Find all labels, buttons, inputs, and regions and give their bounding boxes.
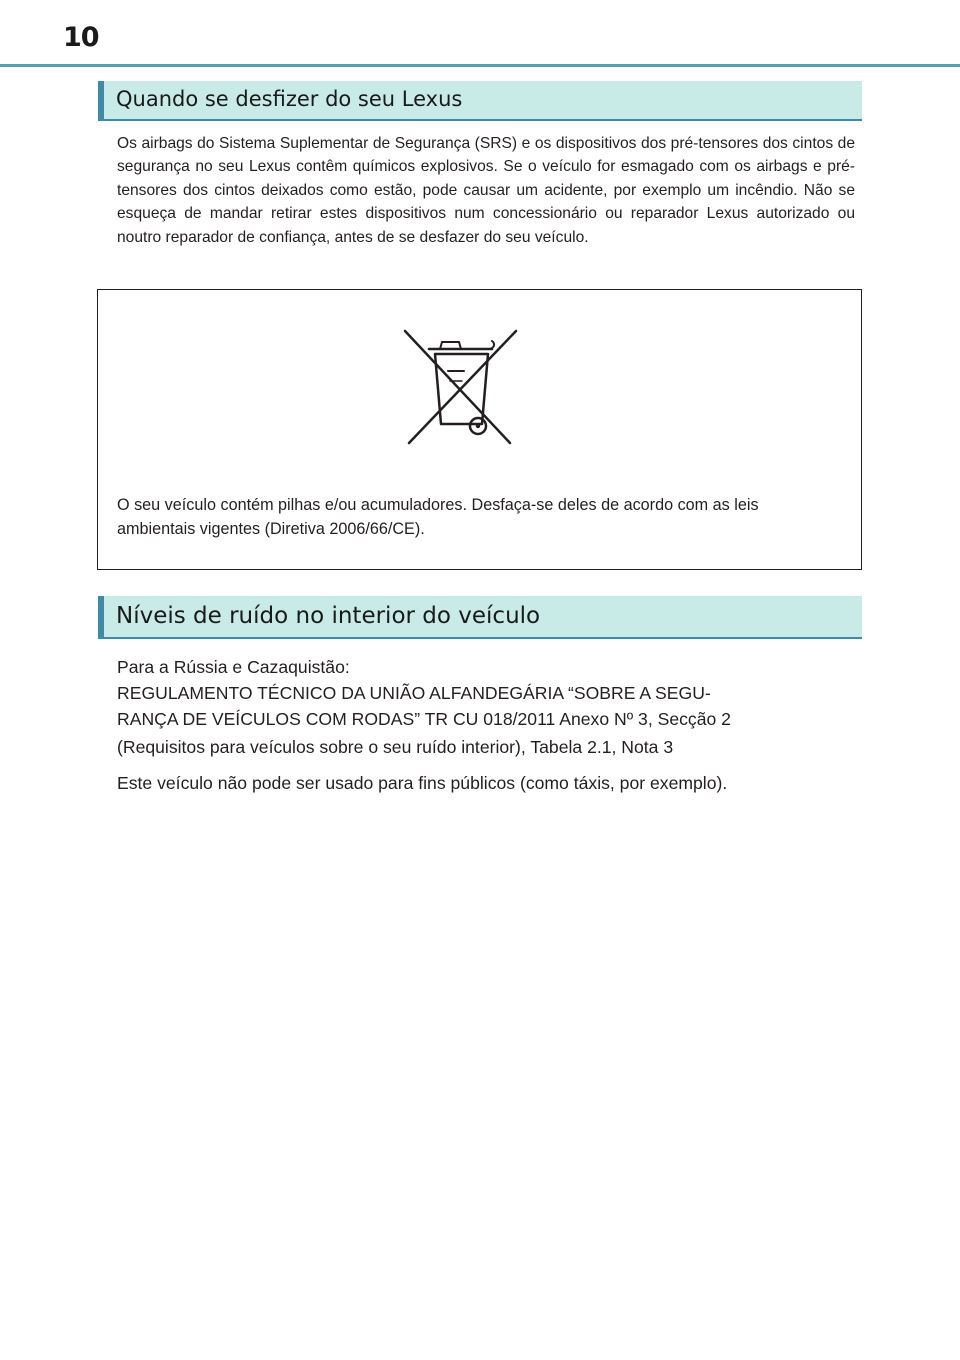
- noise-regulation-line: REGULAMENTO TÉCNICO DA UNIÃO ALFANDEGÁRIA “SOBRE A SEGU-: [117, 683, 711, 703]
- section-heading-disposal: [98, 81, 862, 121]
- disposal-paragraph: Os airbags do Sistema Suplementar de Segurança (SRS) e os dispositivos dos pré-tensores dos cintos de segurança no seu Lexus contêm químicos explosivos. Se o veículo for esmagado com os airbags e pré-tensores dos cintos deixados como estão, pode causar um acidente, por exemplo um incêndio. Não se esqueça de mandar retirar estes dispositivos num concessionário ou reparador Lexus autorizado ou noutro reparador de confiança, antes de se desfazer do seu veículo.: [117, 135, 855, 246]
- noise-regulation-line: Para a Rússia e Cazaquistão:: [117, 657, 350, 677]
- crossed-out-wheelie-bin-icon: [402, 327, 520, 447]
- section-heading-noise: [98, 596, 862, 639]
- noise-regulation-line: RANÇA DE VEÍCULOS COM RODAS” TR CU 018/2011 Anexo Nº 3, Secção 2: [117, 709, 731, 729]
- section-heading-noise-text: Níveis de ruído no interior do veículo: [116, 603, 541, 629]
- header-rule: [0, 64, 960, 67]
- noise-usage-note: Este veículo não pode ser usado para fins públicos (como táxis, por exemplo).: [117, 773, 728, 793]
- section-heading-disposal-text: Quando se desfizer do seu Lexus: [116, 87, 463, 111]
- noise-regulation-line: (Requisitos para veículos sobre o seu ruído interior), Tabela 2.1, Nota 3: [117, 737, 674, 757]
- battery-notice-text: O seu veículo contém pilhas e/ou acumuladores. Desfaça-se deles de acordo com as leis ambientais vigentes (Diretiva 2006/66/CE).: [117, 496, 759, 538]
- page-number: 10: [63, 22, 99, 53]
